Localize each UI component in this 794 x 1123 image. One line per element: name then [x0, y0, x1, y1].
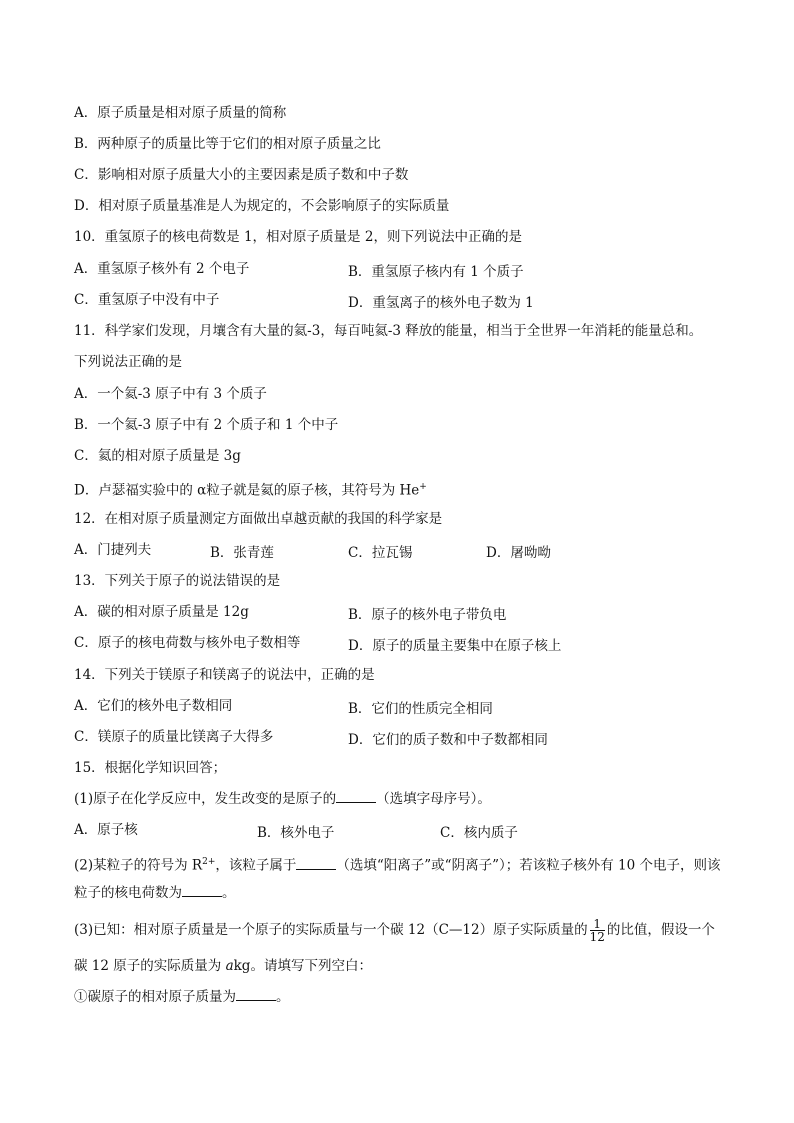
q13-option-b: B．原子的核外电子带负电 [348, 607, 507, 623]
q15-stem: 15．根据化学知识回答； [74, 760, 227, 776]
q14-stem: 14．下列关于镁原子和镁离子的说法中，正确的是 [74, 667, 375, 683]
q11-option-b: B．一个氦-3 原子中有 2 个质子和 1 个中子 [74, 417, 339, 433]
q12-option-b: B．张青莲 [210, 545, 274, 561]
q15-part2-suffix: （选填“阳离子”或“阴离子”）；若该粒子核外有 10 个电子，则该 [336, 857, 721, 874]
q11-option-c: C．氦的相对原子质量是 3g [74, 448, 241, 464]
q10-option-c: C．重氢原子中没有中子 [74, 292, 220, 308]
q10-option-b: B．重氢原子核内有 1 个质子 [348, 264, 524, 280]
q13-stem: 13．下列关于原子的说法错误的是 [74, 573, 281, 589]
q15-part1-option-a: A．原子核 [74, 822, 138, 838]
q15-part1-option-c: C．核内质子 [440, 825, 518, 841]
q14-option-d: D．它们的质子数和中子数都相同 [348, 732, 548, 748]
fraction [590, 918, 605, 943]
fraction-denominator: 12 [589, 930, 605, 944]
q12-option-d: D．屠呦呦 [486, 545, 551, 561]
q15-part3-line2-suffix: kg。请填写下列空白： [233, 958, 372, 974]
q15-part3 [74, 918, 715, 943]
q14-option-c: C．镁原子的质量比镁离子大得多 [74, 729, 274, 745]
q10-stem: 10．重氢原子的核电荷数是 1，相对原子质量是 2，则下列说法中正确的是 [74, 229, 522, 245]
q10-option-a: A．重氢原子核外有 2 个电子 [74, 261, 250, 277]
q12-option-c: C．拉瓦锡 [348, 545, 413, 561]
q15-part2-text: (2)某粒子的符号为 R [74, 857, 203, 874]
q15-part1-suffix: （选填字母序号）。 [376, 791, 491, 807]
q15-part1 [74, 790, 491, 808]
q9-option-c: C．影响相对原子质量大小的主要因素是质子数和中子数 [74, 167, 409, 183]
q15-part3-line2-text: 碳 12 原子的实际质量为 [74, 958, 226, 974]
mass-variable: a [225, 958, 234, 974]
q14-option-a: A．它们的核外电子数相同 [74, 698, 233, 714]
q14-option-b: B．它们的性质完全相同 [348, 701, 493, 717]
q15-part3-q1 [74, 988, 290, 1006]
q15-part2-line2-text: 粒子的核电荷数为 [74, 885, 182, 901]
q11-option-d-text: D．卢瑟福实验中的 α粒子就是氦的原子核，其符号为 He [74, 482, 420, 499]
q12-option-a: A．门捷列夫 [74, 542, 152, 558]
q15-part2-sup: 2+ [202, 857, 216, 867]
answer-blank[interactable] [236, 988, 276, 1001]
q15-part3-suffix: 的比值，假设一个 [606, 922, 715, 938]
q15-part3-text: (3)已知：相对原子质量是一个原子的实际质量与一个碳 12（C—12）原子实际质量的 [74, 922, 588, 938]
q15-part3-q1-text: ①碳原子的相对原子质量为 [74, 989, 236, 1005]
q15-part2-line2 [74, 884, 236, 902]
answer-blank[interactable] [336, 790, 376, 803]
q15-part3-line2 [74, 957, 372, 975]
q11-stem-line1: 11．科学家们发现，月壤含有大量的氦-3，每百吨氦-3 释放的能量，相当于全世界一年消耗的能量总和。 [74, 323, 703, 339]
answer-blank[interactable] [182, 884, 222, 897]
q11-stem-line2: 下列说法正确的是 [74, 354, 182, 370]
q11-option-d-sup: + [419, 482, 427, 492]
q15-part2 [74, 853, 721, 875]
q9-option-d: D．相对原子质量基准是人为规定的，不会影响原子的实际质量 [74, 198, 450, 214]
q10-option-d: D．重氢离子的核外电子数为 1 [348, 295, 534, 311]
q12-stem: 12．在相对原子质量测定方面做出卓越贡献的我国的科学家是 [74, 511, 443, 527]
q15-part1-text: (1)原子在化学反应中，发生改变的是原子的 [74, 791, 337, 807]
q9-option-b: B．两种原子的质量比等于它们的相对原子质量之比 [74, 136, 381, 152]
q13-option-a: A．碳的相对原子质量是 12g [74, 604, 249, 620]
q15-part1-option-b: B．核外电子 [257, 825, 335, 841]
fraction-numerator: 1 [590, 918, 605, 931]
q11-option-d [74, 478, 427, 500]
q13-option-d: D．原子的质量主要集中在原子核上 [348, 638, 562, 654]
q13-option-c: C．原子的核电荷数与核外电子数相等 [74, 635, 301, 651]
q15-part2-line2-suffix: 。 [222, 885, 236, 901]
q11-option-a: A．一个氦-3 原子中有 3 个质子 [74, 386, 267, 402]
answer-blank[interactable] [296, 857, 336, 870]
q15-part3-q1-suffix: 。 [276, 989, 290, 1005]
q15-part2-mid: ，该粒子属于 [215, 857, 297, 874]
q9-option-a: A．原子质量是相对原子质量的简称 [74, 105, 287, 121]
